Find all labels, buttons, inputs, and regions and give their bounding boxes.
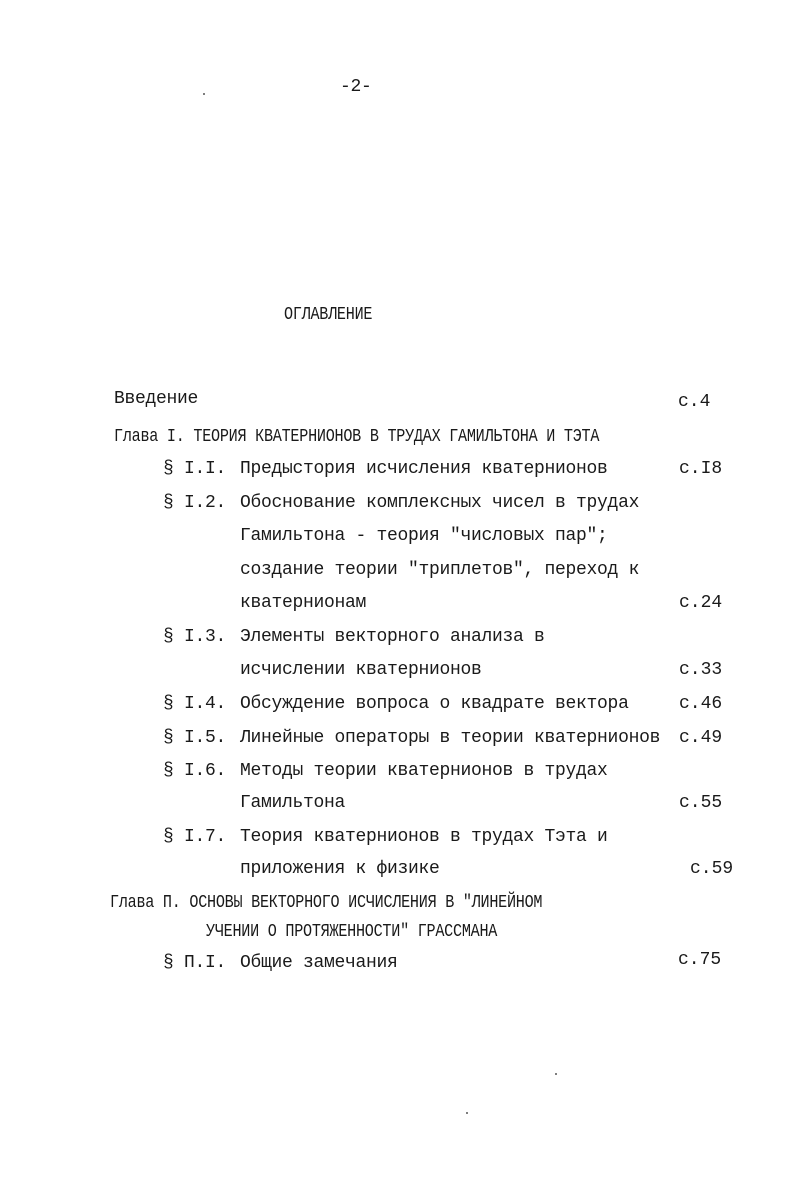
section-1-6-page: с.55 <box>679 793 723 813</box>
section-1-7-line-2: приложения к физике <box>240 859 440 879</box>
section-2-1-number: § П.I. <box>163 953 227 973</box>
section-1-4-number: § I.4. <box>163 694 227 714</box>
section-1-3-page: с.33 <box>679 660 723 680</box>
section-2-1-title: Общие замечания <box>240 953 398 973</box>
section-1-4-title: Обсуждение вопроса о квадрате вектора <box>240 694 629 714</box>
section-1-3-number: § I.3. <box>163 627 227 647</box>
section-1-5-number: § I.5. <box>163 728 227 748</box>
section-1-7-line-1: Теория кватернионов в трудах Тэта и <box>240 827 608 847</box>
section-1-6-number: § I.6. <box>163 761 227 781</box>
chapter-2-heading-line-1: Глава П. ОСНОВЫ ВЕКТОРНОГО ИСЧИСЛЕНИЯ В "ЛИНЕЙНОМ <box>110 893 543 913</box>
chapter-2-heading-line-2: УЧЕНИИ О ПРОТЯЖЕННОСТИ" ГРАССМАНА <box>206 922 498 942</box>
section-1-2-line-3: создание теории "триплетов", переход к <box>240 560 640 580</box>
section-1-1-number: § I.I. <box>163 459 227 479</box>
section-1-7-number: § I.7. <box>163 827 227 847</box>
section-1-7-page: с.59 <box>690 859 734 879</box>
section-1-2-page: с.24 <box>679 593 723 613</box>
section-1-2-line-4: кватернионам <box>240 593 367 613</box>
chapter-1-heading: Глава I. ТЕОРИЯ КВАТЕРНИОНОВ В ТРУДАХ ГАМИЛЬТОНА И ТЭТА <box>114 427 600 447</box>
section-1-5-title: Линейные операторы в теории кватернионов <box>240 728 661 748</box>
section-1-3-line-2: исчислении кватернионов <box>240 660 482 680</box>
toc-entry-intro-page: с.4 <box>678 392 711 412</box>
section-1-1-title: Предыстория исчисления кватернионов <box>240 459 608 479</box>
section-2-1-page: с.75 <box>678 950 722 970</box>
section-1-5-page: с.49 <box>679 728 723 748</box>
section-1-6-line-2: Гамильтона <box>240 793 346 813</box>
page-number: -2- <box>340 77 372 97</box>
toc-entry-intro-label: Введение <box>114 389 199 409</box>
scan-speck <box>466 1112 468 1114</box>
section-1-2-number: § I.2. <box>163 493 227 513</box>
section-1-2-line-1: Обоснование комплексных чисел в трудах <box>240 493 640 513</box>
section-1-2-line-2: Гамильтона - теория "числовых пар"; <box>240 526 608 546</box>
section-1-4-page: с.46 <box>679 694 723 714</box>
scan-speck <box>555 1073 557 1075</box>
scan-speck <box>203 93 205 95</box>
section-1-6-line-1: Методы теории кватернионов в трудах <box>240 761 608 781</box>
section-1-3-line-1: Элементы векторного анализа в <box>240 627 545 647</box>
toc-title: ОГЛАВЛЕНИЕ <box>284 305 373 325</box>
section-1-1-page: с.I8 <box>679 459 723 479</box>
